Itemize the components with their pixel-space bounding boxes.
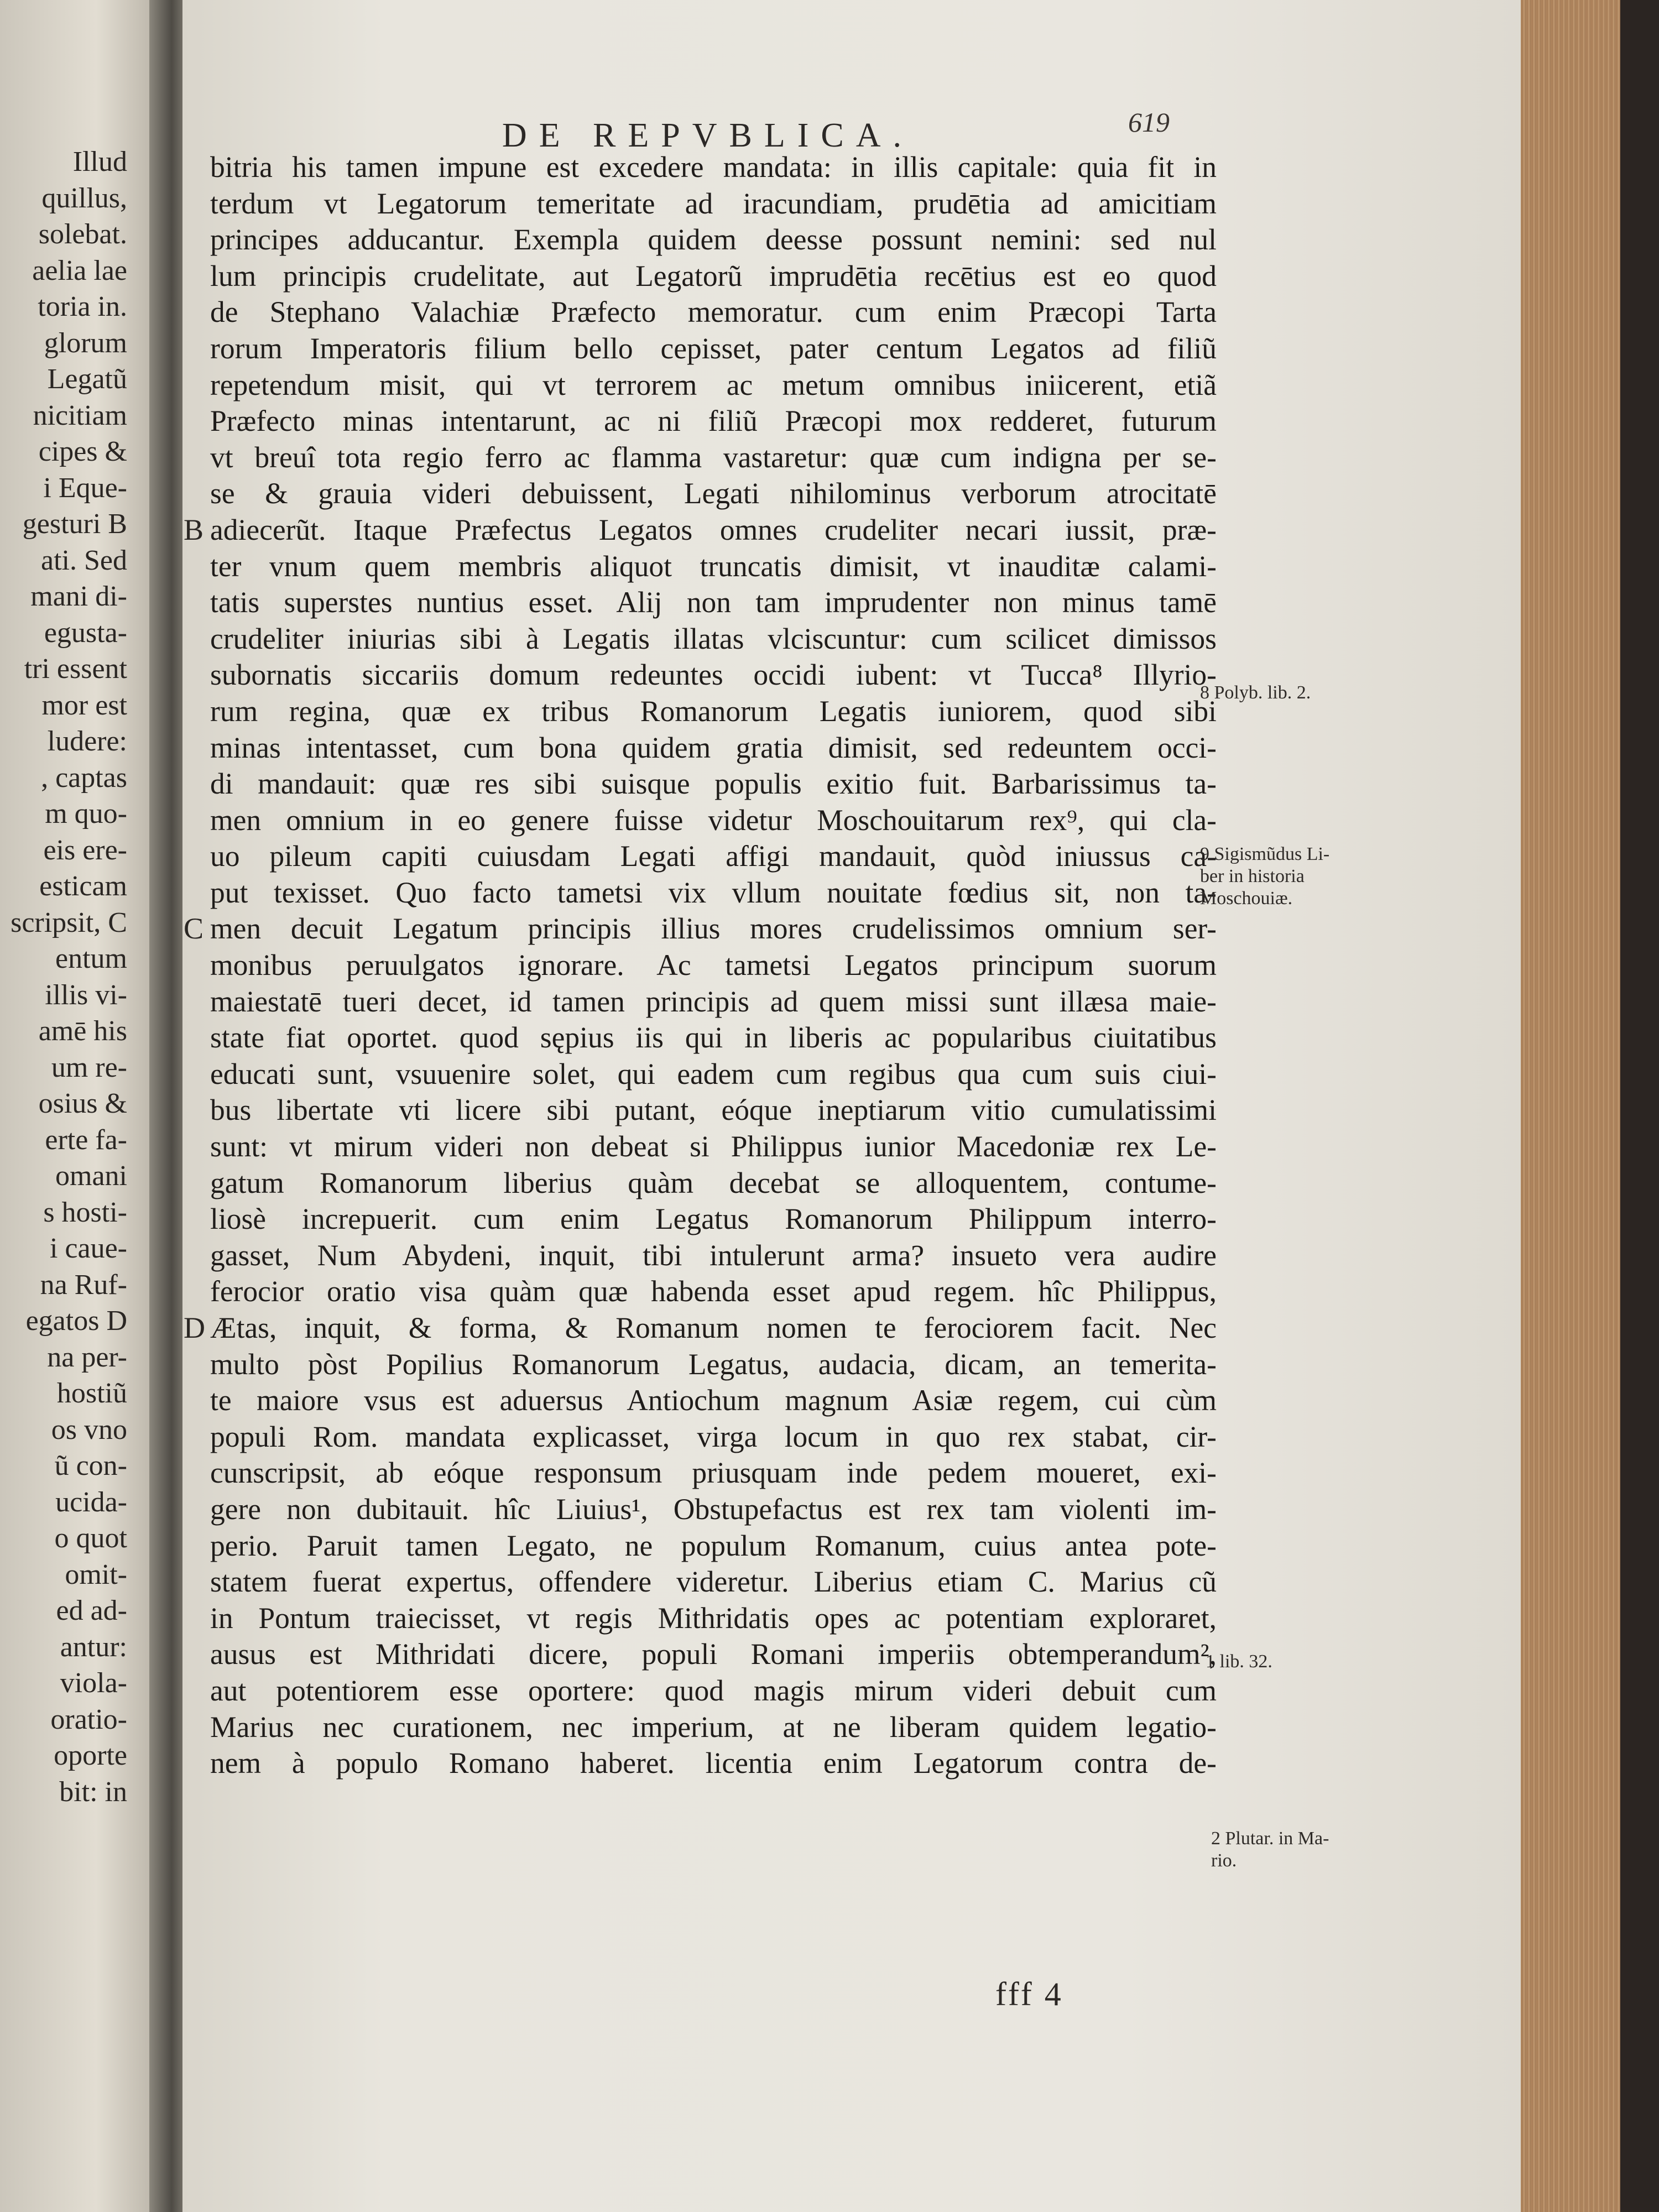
text-line (210, 1709, 1217, 1746)
text-line-content: multo pòst Popilius Romanorum Legatus, audacia, dicam, an temerita- (210, 1347, 1217, 1381)
background-right (1620, 0, 1659, 2212)
margin-note-8: 8 Polyb. lib. 2. (1200, 682, 1311, 703)
text-line-content: sunt: vt mirum videri non debeat si Philippus iunior Macedoniæ rex Le- (210, 1130, 1217, 1164)
left-page-line: s hosti- (43, 1196, 127, 1228)
text-line-content: state fiat oportet. quod sępius iis qui in liberis ac popularibus ciuitatibus (210, 1021, 1217, 1055)
text-line (210, 1129, 1217, 1165)
text-line (210, 331, 1217, 367)
text-line (210, 1673, 1217, 1709)
left-page-line: omani (55, 1160, 127, 1192)
text-line-content: vt breuî tota regio ferro ac flamma vastaretur: quæ cum indigna per se- (210, 440, 1217, 474)
section-marker-b: B (184, 513, 204, 546)
text-line-content: in Pontum traiecisset, vt regis Mithridatis opes ac potentiam exploraret, (210, 1601, 1217, 1635)
left-page-line: ucida- (55, 1486, 127, 1518)
text-line-content: uo pileum capiti cuiusdam Legati affigi mandauit, quòd iniussus ca- (210, 839, 1217, 873)
left-page-line: oratio- (50, 1703, 127, 1735)
text-line (210, 149, 1217, 186)
text-line (210, 766, 1217, 802)
text-line (210, 1274, 1217, 1310)
left-page-line: i Eque- (43, 472, 127, 504)
margin-note-2-line2: rio. (1211, 1850, 1237, 1871)
text-line-content: gasset, Num Abydeni, inquit, tibi intulerunt arma? insueto vera audire (210, 1238, 1217, 1272)
text-line (210, 1020, 1217, 1056)
text-line-content: monibus peruulgatos ignorare. Ac tametsi Legatos principum suorum (210, 948, 1217, 982)
running-head: DE REPVBLICA. (502, 117, 914, 154)
text-line-content: Ætas, inquit, & forma, & Romanum nomen te ferociorem facit. Nec (210, 1311, 1217, 1344)
section-marker-c: C (184, 912, 204, 946)
text-line (210, 440, 1217, 476)
text-line-content: tatis superstes nuntius esset. Alij non tam imprudenter non minus tamē (210, 586, 1217, 619)
text-line (210, 1528, 1217, 1564)
text-line (210, 258, 1217, 295)
text-line (210, 1056, 1217, 1093)
text-line-content: ferocior oratio visa quàm quæ habenda esset apud regem. hîc Philippus, (210, 1275, 1217, 1308)
text-line-content: bus libertate vti licere sibi putant, eóque ineptiarum vitio cumulatissimi (210, 1093, 1217, 1127)
signature-mark: fff 4 (995, 1976, 1063, 2012)
left-page-line: toria in. (38, 291, 127, 322)
text-line-content: men omnium in eo genere fuisse videtur Moschouitarum rex⁹, qui cla- (210, 803, 1217, 837)
text-line (210, 403, 1217, 440)
text-line (210, 476, 1217, 512)
text-line-content: gere non dubitauit. hîc Liuius¹, Obstupefactus est rex tam violenti im- (210, 1492, 1217, 1526)
text-line-content: Præfecto minas intentarunt, ac ni filiũ Præcopi mox redderet, futurum (210, 404, 1217, 438)
left-page-line: nicitiam (33, 399, 127, 431)
left-page-line: ũ con- (54, 1450, 127, 1481)
left-page-line: gesturi B (22, 508, 127, 540)
left-page-line: esticam (39, 870, 127, 902)
text-line-content: Marius nec curationem, nec imperium, at ne liberam quidem legatio- (210, 1710, 1217, 1744)
text-line (210, 1636, 1217, 1673)
text-line-content: minas intentasset, cum bona quidem gratia dimisit, sed redeuntem occi- (210, 731, 1217, 764)
left-page-line: hostiũ (56, 1378, 127, 1409)
left-page-line: na per- (47, 1341, 127, 1373)
left-page-line: os vno (51, 1413, 127, 1446)
text-line-content: put texisset. Quo facto tametsi vix vllum nouitate fœdius sit, non ta- (210, 875, 1217, 909)
left-page-line: na Ruf- (40, 1269, 127, 1301)
text-line-content: nem à populo Romano haberet. licentia enim Legatorum contra de- (210, 1746, 1217, 1780)
text-line-content: se & grauia videri debuissent, Legati nihilominus verborum atrocitatē (210, 477, 1217, 510)
left-page (0, 0, 160, 2212)
text-line (210, 1600, 1217, 1637)
margin-note-9-line1: 9 Sigismũdus Li- (1200, 844, 1330, 864)
left-page-line: oporte (54, 1740, 127, 1771)
left-page-line: erte fa- (45, 1124, 127, 1156)
left-page-line: ati. Sed (41, 544, 127, 576)
text-line (210, 984, 1217, 1020)
text-line-content: te maiore vsus est aduersus Antiochum magnum Asiæ regem, cui cùm (210, 1384, 1217, 1417)
text-line-content: de Stephano Valachiæ Præfecto memoratur. cum enim Præcopi Tarta (210, 295, 1217, 329)
text-line-content: di mandauit: quæ res sibi suisque populis exitio fuit. Barbarissimus ta- (210, 767, 1217, 801)
text-line (210, 1383, 1217, 1419)
margin-note-9-line3: Moschouiæ. (1200, 888, 1293, 909)
text-line-content: gatum Romanorum liberius quàm decebat se alloquentem, contume- (210, 1166, 1217, 1199)
text-line (210, 1745, 1217, 1782)
text-line-content: populi Rom. mandata explicasset, virga locum in quo rex stabat, cir- (210, 1420, 1217, 1453)
margin-note-2-line1: 2 Plutar. in Ma- (1211, 1828, 1329, 1849)
text-line (210, 367, 1217, 404)
left-page-line: ludere: (47, 726, 127, 757)
text-line-content: aut potentiorem esse oportere: quod magis mirum videri debuit cum (210, 1673, 1217, 1707)
text-line (210, 1347, 1217, 1383)
text-line-content: ter vnum quem membris aliquot truncatis dimisit, vt inauditæ calami- (210, 549, 1217, 583)
body-text (184, 149, 1217, 1782)
text-line-content: educati sunt, vsuuenire solet, qui eadem cum regibus qua cum suis ciui- (210, 1057, 1217, 1091)
text-line-content: crudeliter iniurias sibi à Legatis illatas vlciscuntur: cum scilicet dimissos (210, 622, 1217, 655)
left-page-line: , captas (41, 761, 127, 794)
text-line (210, 1201, 1217, 1238)
left-page-line: quillus, (41, 182, 127, 214)
text-line (210, 1455, 1217, 1491)
text-line (210, 1491, 1217, 1528)
left-page-line: cipes & (38, 436, 127, 467)
text-line-content: men decuit Legatum principis illius mores crudelissimos omnium ser- (210, 912, 1217, 946)
left-page-line: scripsit, C (11, 906, 127, 938)
text-line (210, 1092, 1217, 1129)
left-page-line: bit: in (59, 1776, 127, 1808)
margin-note-1: 1 lib. 32. (1206, 1651, 1272, 1672)
text-line (210, 1419, 1217, 1455)
text-line-content: bitria his tamen impune est excedere mandata: in illis capitale: quia fit in (210, 150, 1217, 184)
left-page-line: Legatũ (47, 363, 127, 395)
left-page-line: amē his (38, 1015, 127, 1047)
page-number: 619 (1128, 107, 1170, 138)
text-line-content: adiecerũt. Itaque Præfectus Legatos omnes crudeliter necari iussit, præ- (210, 513, 1217, 546)
text-line (210, 186, 1217, 222)
section-marker-d: D (184, 1311, 205, 1344)
left-page-line: osius & (38, 1088, 127, 1119)
text-line (210, 1238, 1217, 1274)
left-page-line: mani di- (30, 581, 127, 612)
left-page-line: antur: (60, 1631, 127, 1663)
text-line (210, 657, 1217, 693)
text-line-content: terdum vt Legatorum temeritate ad iracundiam, prudētia ad amicitiam (210, 186, 1217, 220)
text-line (210, 838, 1217, 875)
text-line-content: cunscripsit, ab eóque responsum priusquam inde pedem moueret, exi- (210, 1456, 1217, 1490)
text-line-content: subornatis siccariis domum redeuntes occidi iubent: vt Tucca⁸ Illyrio- (210, 658, 1217, 692)
left-page-line: tri essent (24, 653, 127, 685)
text-line-content: liosè increpuerit. cum enim Legatus Romanorum Philippum interro- (210, 1202, 1217, 1236)
left-page-line: illis vi- (45, 979, 127, 1011)
left-page-line: Illud (72, 146, 127, 178)
text-line (210, 549, 1217, 585)
text-line (184, 911, 1217, 947)
text-line (210, 585, 1217, 621)
text-line-content: lum principis crudelitate, aut Legatorũ imprudētia recētius est eo quod (210, 259, 1217, 293)
left-page-line: m quo- (45, 798, 127, 830)
text-line-content: principes adducantur. Exempla quidem deesse possunt nemini: sed nul (210, 223, 1217, 257)
left-page-line: omit- (65, 1558, 127, 1590)
text-line (210, 693, 1217, 730)
text-line (210, 1564, 1217, 1600)
text-line (210, 621, 1217, 658)
left-page-line: aelia lae (32, 254, 127, 286)
text-line (210, 222, 1217, 258)
text-line (210, 730, 1217, 766)
left-page-line: i caue- (49, 1233, 127, 1264)
left-page-line: o quot (54, 1522, 127, 1554)
left-page-line: solebat. (38, 218, 127, 250)
text-line (184, 1310, 1217, 1347)
left-page-line: entum (55, 943, 127, 974)
text-line-content: repetendum misit, qui vt terrorem ac metum omnibus iniicerent, etiã (210, 368, 1217, 401)
left-page-text (0, 144, 149, 1810)
text-line-content: rum regina, quæ ex tribus Romanorum Legatis iuniorem, quod sibi (210, 694, 1217, 728)
left-page-line: um re- (51, 1051, 127, 1083)
text-line (210, 875, 1217, 911)
margin-note-9-line2: ber in historia (1200, 866, 1305, 886)
text-line-content: perio. Paruit tamen Legato, ne populum Romanum, cuius antea pote- (210, 1528, 1217, 1562)
text-line (210, 947, 1217, 984)
text-line-content: maiestatē tueri decet, id tamen principis ad quem missi sunt illæsa maie- (210, 984, 1217, 1018)
text-line-content: statem fuerat expertus, offendere videretur. Liberius etiam C. Marius cũ (210, 1565, 1217, 1599)
left-page-line: glorum (44, 327, 127, 359)
left-page-line: egatos D (25, 1305, 127, 1337)
text-line (184, 512, 1217, 549)
text-line (210, 802, 1217, 839)
text-line (210, 294, 1217, 331)
left-page-line: viola- (60, 1667, 127, 1699)
left-page-line: mor est (41, 689, 127, 721)
text-line (210, 1165, 1217, 1202)
text-line-content: ausus est Mithridati dicere, populi Romani imperiis obtemperandum², (210, 1637, 1217, 1671)
left-page-line: ed ad- (56, 1595, 127, 1626)
left-page-line: egusta- (44, 617, 127, 649)
left-page-line: eis ere- (43, 834, 127, 866)
text-line-content: rorum Imperatoris filium bello cepisset, pater centum Legatos ad filiũ (210, 331, 1217, 365)
